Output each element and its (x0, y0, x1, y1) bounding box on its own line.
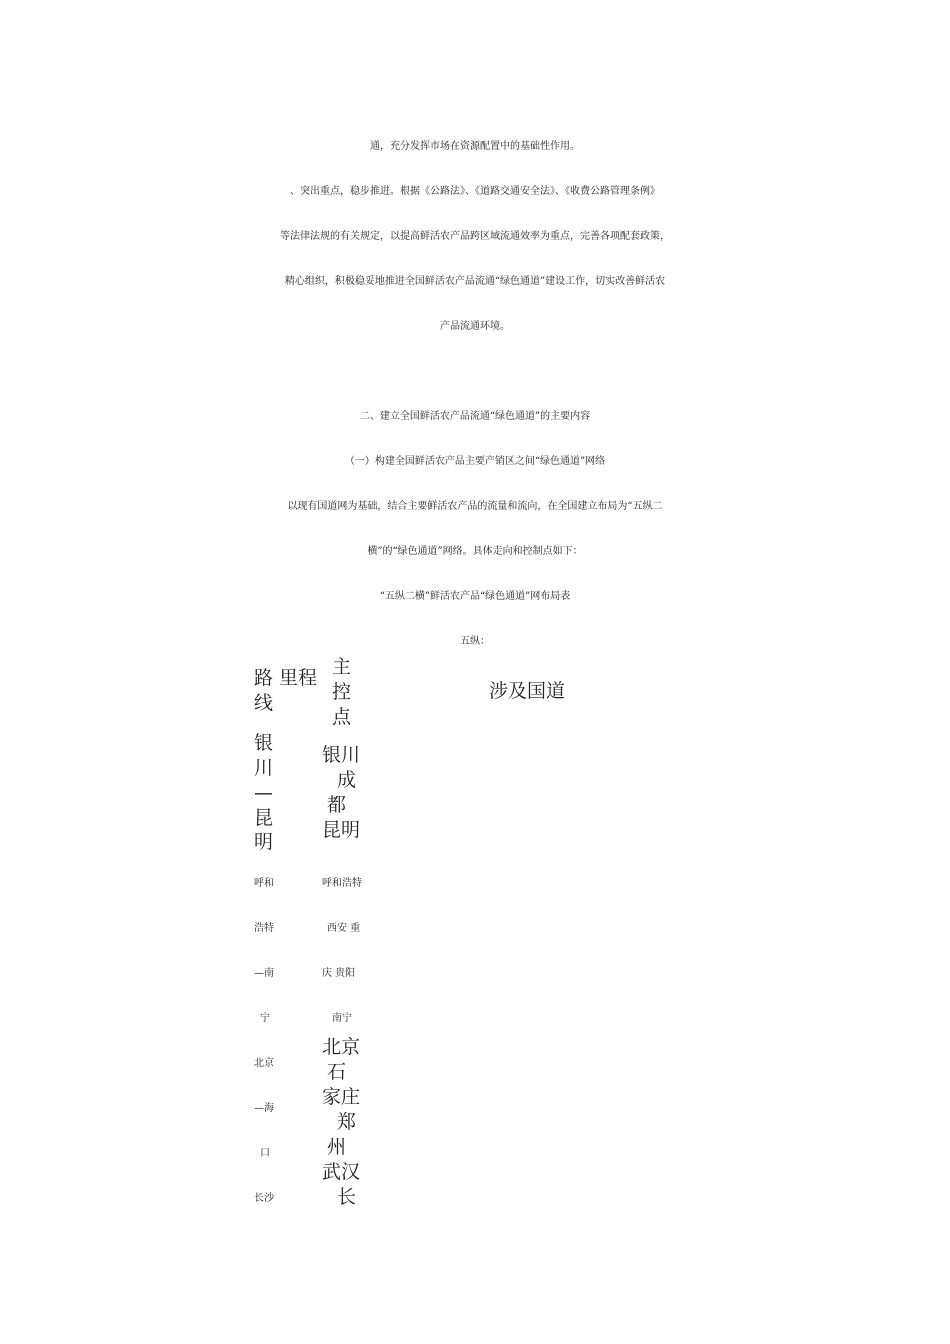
row3-route-part: 口 (260, 1148, 270, 1159)
row3-point: 石 (327, 1061, 347, 1083)
row3-route-part: —海 (254, 1103, 274, 1114)
row1-route-char: 明 (254, 831, 274, 853)
paragraph-line-2: 、突出重点，稳步推进。根据《公路法》、《道路交通安全法》、《收费公路管理条例》 (290, 186, 660, 197)
row1-route-char: 银 (254, 732, 274, 754)
header-control-points-1: 主 (332, 656, 352, 678)
header-route-part-2: 线 (254, 692, 274, 714)
header-control-points-3: 点 (332, 706, 352, 728)
row1-point: 昆明 (322, 819, 361, 841)
row3-point: 家庄 (322, 1086, 361, 1108)
section-subheading: （一）构建全国鲜活农产品主要产销区之间“绿色通道”网络 (344, 456, 606, 467)
table-title: “五纵二横”鲜活农产品“绿色通道”网布局表 (379, 591, 571, 602)
row1-route-char: 昆 (254, 807, 274, 829)
row2-route-part: 宁 (260, 1013, 270, 1024)
header-mileage: 里程 (279, 667, 318, 689)
row1-route-char: — (254, 782, 273, 804)
row2-point: 西安 重 (327, 923, 361, 934)
row2-point: 庆 贵阳 (322, 968, 356, 979)
paragraph-line-3: 等法律法规的有关规定，以提高鲜活农产品跨区域流通效率为重点，完善各项配套政策， (280, 231, 670, 242)
row2-route-part: 浩特 (254, 923, 274, 934)
paragraph-line-1: 通，充分发挥市场在资源配置中的基础性作用。 (370, 141, 580, 152)
row1-point: 都 (327, 794, 347, 816)
header-route-part-1: 路 (254, 667, 274, 689)
row2-point: 南宁 (332, 1013, 352, 1024)
row2-point: 呼和浩特 (322, 878, 362, 889)
group-label: 五纵： (460, 636, 490, 647)
row1-point: 成 (337, 769, 357, 791)
section-body-line-1: 以现有国道网为基础，结合主要鲜活农产品的流量和流向，在全国建立布局为“五纵二 (287, 501, 663, 512)
row3-point: 长 (337, 1186, 357, 1208)
paragraph-line-4: 精心组织，积极稳妥地推进全国鲜活农产品流通“绿色通道”建设工作，切实改善鲜活农 (284, 276, 666, 287)
header-highways: 涉及国道 (489, 680, 566, 702)
row2-route-part: 呼和 (254, 878, 274, 889)
row3-point: 武汉 (322, 1161, 361, 1183)
row3-route-part: 北京 (254, 1058, 274, 1069)
row3-point: 北京 (322, 1036, 361, 1058)
row1-route-char: 川 (254, 757, 274, 779)
header-control-points-2: 控 (332, 681, 352, 703)
row2-route-part: —南 (254, 968, 274, 979)
row3-route-part: 长沙 (254, 1193, 274, 1204)
section-heading: 二、建立全国鲜活农产品流通“绿色通道”的主要内容 (359, 411, 591, 422)
section-body-line-2: 横”的“绿色通道”网络。具体走向和控制点如下： (367, 546, 583, 557)
row1-point: 银川 (322, 744, 361, 766)
row3-point: 郑 (337, 1111, 357, 1133)
paragraph-line-5: 产品流通环境。 (440, 321, 510, 332)
row3-point: 州 (327, 1136, 347, 1158)
